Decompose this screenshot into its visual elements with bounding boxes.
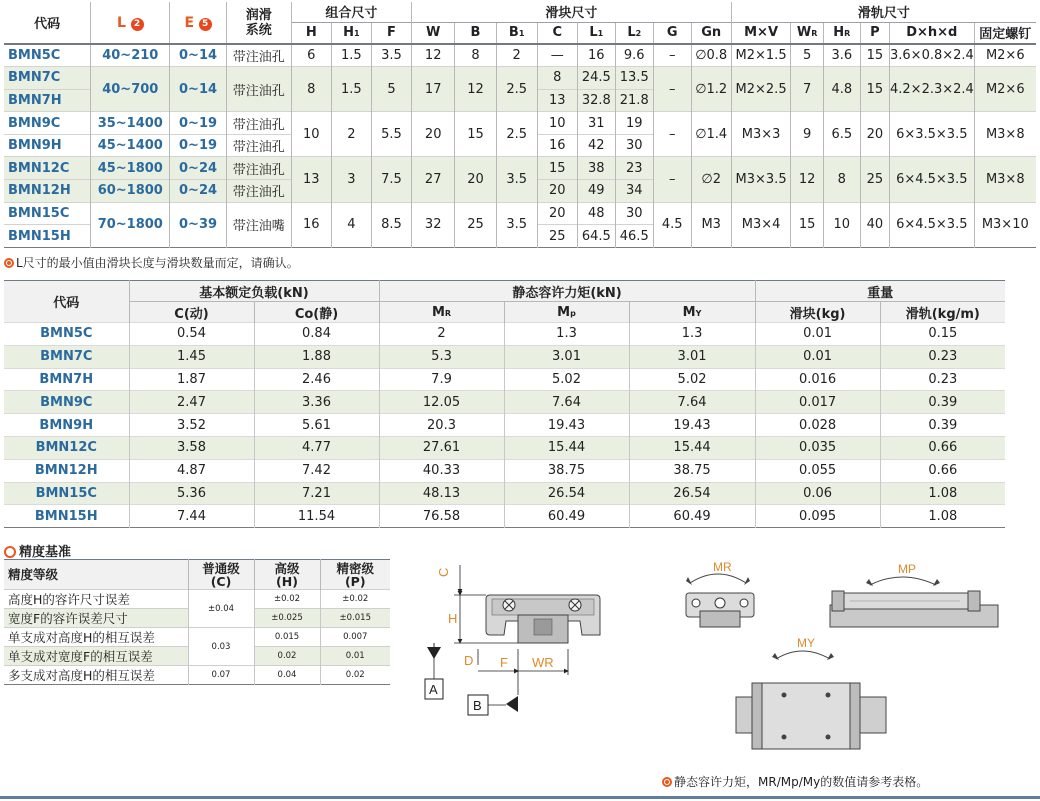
table-cell: 3.58 xyxy=(129,436,254,459)
model-code: BMN12C xyxy=(4,436,129,459)
table-cell: 48 xyxy=(577,202,615,225)
table-row xyxy=(4,157,1036,180)
table-cell: 3.5 xyxy=(496,157,537,202)
lube-system: 带注油孔 xyxy=(226,67,291,112)
lube-system: 带注油嘴 xyxy=(226,202,291,247)
model-code: BMN7H xyxy=(4,368,129,391)
table-cell: 60.49 xyxy=(629,505,755,528)
table-cell: 0.39 xyxy=(880,391,1005,414)
bottom-rule xyxy=(0,796,1040,799)
group-header-assembly: 组合尺寸 xyxy=(291,2,411,22)
precision-label: 多支成对高度H的相互误差 xyxy=(4,666,188,685)
table-cell: 3.01 xyxy=(504,345,629,368)
table-cell: 1.08 xyxy=(880,482,1005,505)
length-range: 40~210 xyxy=(91,44,170,67)
table-cell: 15 xyxy=(860,44,889,67)
table-cell: 27 xyxy=(412,157,455,202)
header-code: 代码 xyxy=(34,17,61,32)
table-cell: 4.5 xyxy=(653,202,691,247)
precision-value: 0.007 xyxy=(320,628,390,647)
table-cell: 4 xyxy=(331,202,371,247)
length-range: 60~1800 xyxy=(91,180,170,203)
column-header: P xyxy=(860,22,889,44)
table-cell: M3×4 xyxy=(731,202,791,247)
table-cell: 12 xyxy=(412,44,455,67)
table-cell: – xyxy=(653,44,691,67)
group-header-static-moment: 静态容许力矩(kN) xyxy=(379,281,755,302)
table-cell: 15.44 xyxy=(504,436,629,459)
column-header: C(动) xyxy=(129,302,254,323)
table-cell: M2×1.5 xyxy=(731,44,791,67)
table-cell: ∅0.8 xyxy=(691,44,731,67)
lube-system: 带注油孔 xyxy=(226,157,291,180)
table-cell: 19 xyxy=(615,112,653,135)
column-header: 滑块(kg) xyxy=(755,302,880,323)
e-range: 0~14 xyxy=(170,44,226,67)
table-cell: 5.3 xyxy=(379,345,504,368)
model-code: BMN15H xyxy=(4,225,91,248)
table-cell: 13 xyxy=(537,89,577,112)
column-header: G xyxy=(653,22,691,44)
table-cell: 20.3 xyxy=(379,414,504,437)
table-cell: 8.5 xyxy=(371,202,411,247)
model-code: BMN7C xyxy=(4,67,91,90)
table-cell: 0.01 xyxy=(755,323,880,346)
moment-label-MY: MY xyxy=(797,636,815,650)
table-cell: ∅2 xyxy=(691,157,731,202)
precision-value: 0.07 xyxy=(188,666,254,685)
table-row xyxy=(4,459,1005,482)
model-code: BMN12H xyxy=(4,459,129,482)
column-header: H xyxy=(291,22,331,44)
table-cell: 5.5 xyxy=(371,112,411,157)
table-cell: 25 xyxy=(537,225,577,248)
column-header: Gn xyxy=(691,22,731,44)
column-header: Mp xyxy=(504,302,629,323)
precision-value: ±0.015 xyxy=(320,609,390,628)
group-header-block: 滑块尺寸 xyxy=(412,2,732,22)
table-cell: 0.39 xyxy=(880,414,1005,437)
precision-value: ±0.02 xyxy=(254,590,320,609)
table-row xyxy=(4,482,1005,505)
column-header: Co(静) xyxy=(254,302,379,323)
column-header: MY xyxy=(629,302,755,323)
lube-system: 带注油孔 xyxy=(226,112,291,135)
model-code: BMN9C xyxy=(4,391,129,414)
table-cell: 11.54 xyxy=(254,505,379,528)
table-cell: – xyxy=(653,112,691,157)
table-cell: 3.36 xyxy=(254,391,379,414)
header-grade-c: 普通级 (C) xyxy=(188,560,254,590)
column-header: 滑轨(kg/m) xyxy=(880,302,1005,323)
table-cell: 13 xyxy=(291,157,331,202)
table-cell: 1.88 xyxy=(254,345,379,368)
table-cell: 3.5 xyxy=(371,44,411,67)
table-cell: 1.08 xyxy=(880,505,1005,528)
table-cell: 3.6 xyxy=(823,44,860,67)
e-range: 0~19 xyxy=(170,112,226,135)
table-cell: M3×3 xyxy=(731,112,791,157)
table-cell: 25 xyxy=(455,202,496,247)
precision-label: 高度H的容许尺寸误差 xyxy=(4,590,188,609)
table-cell: 20 xyxy=(860,112,889,157)
table-cell: 1.5 xyxy=(331,44,371,67)
table-cell: M3×8 xyxy=(974,157,1036,202)
header-L: L 2 xyxy=(91,2,170,44)
table-cell: 0.017 xyxy=(755,391,880,414)
table-cell: 0.54 xyxy=(129,323,254,346)
table-cell: 3 xyxy=(331,157,371,202)
column-header: M×V xyxy=(731,22,791,44)
dim-label-C: C xyxy=(436,567,451,577)
table-cell: 10 xyxy=(823,202,860,247)
table-cell: 3.5 xyxy=(496,202,537,247)
table-cell: 0.095 xyxy=(755,505,880,528)
table-cell: 17 xyxy=(412,67,455,112)
table-cell: 6×4.5×3.5 xyxy=(890,202,975,247)
precision-title: 精度基准 xyxy=(4,541,71,560)
model-code: BMN9H xyxy=(4,134,91,157)
table-cell: 0.84 xyxy=(254,323,379,346)
moment-label-MP: MP xyxy=(898,562,916,576)
table-row xyxy=(4,112,1036,135)
table-cell: 12 xyxy=(791,157,824,202)
model-code: BMN15C xyxy=(4,202,91,225)
table-cell: 7.64 xyxy=(504,391,629,414)
table-cell: 6×4.5×3.5 xyxy=(890,157,975,202)
length-range: 40~700 xyxy=(91,67,170,112)
table-cell: 3.52 xyxy=(129,414,254,437)
table-cell: – xyxy=(653,67,691,112)
header-code: 代码 xyxy=(4,281,129,323)
table-cell: 4.87 xyxy=(129,459,254,482)
datum-label-A: A xyxy=(429,682,438,697)
model-code: BMN12H xyxy=(4,180,91,203)
table-cell: 10 xyxy=(291,112,331,157)
precision-label: 宽度F的容许误差尺寸 xyxy=(4,609,188,628)
table-cell: 0.66 xyxy=(880,436,1005,459)
table-cell: 15 xyxy=(455,112,496,157)
group-header-rail: 滑轨尺寸 xyxy=(731,2,1036,22)
table-cell: 31 xyxy=(577,112,615,135)
column-header: B1 xyxy=(496,22,537,44)
table-cell: 4.8 xyxy=(823,67,860,112)
table-cell: 5 xyxy=(791,44,824,67)
precision-value: 0.03 xyxy=(188,628,254,666)
length-range: 45~1400 xyxy=(91,134,170,157)
table-cell: M3×10 xyxy=(974,202,1036,247)
table-cell: 5.02 xyxy=(629,368,755,391)
table-cell: 19.43 xyxy=(504,414,629,437)
table-cell: 24.5 xyxy=(577,67,615,90)
column-header: C xyxy=(537,22,577,44)
moment-label-MR: MR xyxy=(713,560,732,574)
ring-icon xyxy=(4,546,16,558)
table-cell: 0.035 xyxy=(755,436,880,459)
column-header: W xyxy=(412,22,455,44)
table-cell: 20 xyxy=(455,157,496,202)
table-row xyxy=(4,67,1036,90)
table-cell: 25 xyxy=(860,157,889,202)
header-grade-h: 高级 (H) xyxy=(254,560,320,590)
table-cell: 16 xyxy=(291,202,331,247)
table-cell: 4.77 xyxy=(254,436,379,459)
e-range: 0~24 xyxy=(170,180,226,203)
lube-system: 带注油孔 xyxy=(226,44,291,67)
table-cell: 7 xyxy=(791,67,824,112)
table-cell: 40.33 xyxy=(379,459,504,482)
group-header-basic-load: 基本额定负载(kN) xyxy=(129,281,379,302)
table-cell: 5.61 xyxy=(254,414,379,437)
table-cell: 12.05 xyxy=(379,391,504,414)
precision-label: 单支成对高度H的相互误差 xyxy=(4,628,188,647)
table-cell: 13.5 xyxy=(615,67,653,90)
model-code: BMN5C xyxy=(4,323,129,346)
column-header: F xyxy=(371,22,411,44)
table-cell: 20 xyxy=(412,112,455,157)
table-cell: 0.06 xyxy=(755,482,880,505)
table-cell: 8 xyxy=(291,67,331,112)
table-cell: 0.028 xyxy=(755,414,880,437)
table-cell: 46.5 xyxy=(615,225,653,248)
table-cell: 20 xyxy=(537,202,577,225)
table-cell: 2.5 xyxy=(496,112,537,157)
table-cell: 26.54 xyxy=(629,482,755,505)
model-code: BMN7H xyxy=(4,89,91,112)
table-row xyxy=(4,44,1036,67)
table-cell: 16 xyxy=(537,134,577,157)
table-cell: 19.43 xyxy=(629,414,755,437)
table-cell: 16 xyxy=(577,44,615,67)
table-row xyxy=(4,391,1005,414)
header-E: E 5 xyxy=(170,2,226,44)
table-row xyxy=(4,368,1005,391)
table-cell: 15 xyxy=(537,157,577,180)
table-cell: 38.75 xyxy=(629,459,755,482)
table-cell: 6 xyxy=(291,44,331,67)
length-range: 70~1800 xyxy=(91,202,170,247)
circled-number-icon: 2 xyxy=(131,18,144,31)
table-cell: 30 xyxy=(615,202,653,225)
table-cell: M3×3.5 xyxy=(731,157,791,202)
precision-value: 0.02 xyxy=(320,666,390,685)
table-cell: 5.02 xyxy=(504,368,629,391)
lube-system: 带注油孔 xyxy=(226,180,291,203)
table-row xyxy=(4,202,1036,225)
table-cell: 4.2×2.3×2.4 xyxy=(890,67,975,112)
table-cell: 2.46 xyxy=(254,368,379,391)
table-cell: 48.13 xyxy=(379,482,504,505)
precision-value: ±0.02 xyxy=(320,590,390,609)
table-cell: 6×3.5×3.5 xyxy=(890,112,975,157)
table-row xyxy=(4,345,1005,368)
table-cell: 15.44 xyxy=(629,436,755,459)
column-header: L1 xyxy=(577,22,615,44)
table-cell: 9 xyxy=(791,112,824,157)
column-header: HR xyxy=(823,22,860,44)
e-range: 0~14 xyxy=(170,67,226,112)
table-cell: 21.8 xyxy=(615,89,653,112)
table-cell: 23 xyxy=(615,157,653,180)
circled-number-icon: 5 xyxy=(199,18,212,31)
table-cell: 38.75 xyxy=(504,459,629,482)
model-code: BMN12C xyxy=(4,157,91,180)
table-cell: 2 xyxy=(379,323,504,346)
precision-value: ±0.04 xyxy=(188,590,254,628)
table-cell: 0.23 xyxy=(880,368,1005,391)
length-note: L尺寸的最小值由滑块长度与滑块数量而定，请确认。 xyxy=(4,254,299,271)
model-code: BMN9C xyxy=(4,112,91,135)
table-cell: 0.01 xyxy=(755,345,880,368)
table-cell: 0.055 xyxy=(755,459,880,482)
table-cell: 26.54 xyxy=(504,482,629,505)
model-code: BMN5C xyxy=(4,44,91,67)
table-cell: 7.42 xyxy=(254,459,379,482)
e-range: 0~39 xyxy=(170,202,226,247)
e-range: 0~19 xyxy=(170,134,226,157)
table-cell: 10 xyxy=(537,112,577,135)
table-cell: 42 xyxy=(577,134,615,157)
header-grade-p: 精密级 (P) xyxy=(320,560,390,590)
table-cell: 15 xyxy=(791,202,824,247)
table-cell: 1.87 xyxy=(129,368,254,391)
bullet-icon xyxy=(4,258,14,268)
group-header-weight: 重量 xyxy=(755,281,1005,302)
table-cell: M3 xyxy=(691,202,731,247)
table-cell: 64.5 xyxy=(577,225,615,248)
table-cell: – xyxy=(653,157,691,202)
table-cell: 49 xyxy=(577,180,615,203)
column-header: H1 xyxy=(331,22,371,44)
table-cell: 3.6×0.8×2.4 xyxy=(890,44,975,67)
column-header: D×h×d xyxy=(890,22,975,44)
column-header: WR xyxy=(791,22,824,44)
table-cell: 2.5 xyxy=(496,67,537,112)
table-cell: — xyxy=(537,44,577,67)
table-cell: 8 xyxy=(455,44,496,67)
table-cell: 8 xyxy=(823,157,860,202)
precision-value: 0.02 xyxy=(254,647,320,666)
table-cell: 5 xyxy=(371,67,411,112)
model-code: BMN9H xyxy=(4,414,129,437)
table-cell: 32.8 xyxy=(577,89,615,112)
table-cell: ∅1.4 xyxy=(691,112,731,157)
bullet-icon xyxy=(662,777,672,787)
table-cell: 27.61 xyxy=(379,436,504,459)
header-grade: 精度等级 xyxy=(4,560,188,590)
moment-diagrams xyxy=(660,555,1032,770)
precision-value: 0.01 xyxy=(320,647,390,666)
dim-label-F: F xyxy=(500,655,508,670)
table-cell: 0.66 xyxy=(880,459,1005,482)
table-cell: 6.5 xyxy=(823,112,860,157)
table-cell: 7.21 xyxy=(254,482,379,505)
table-cell: 7.44 xyxy=(129,505,254,528)
table-row xyxy=(4,414,1005,437)
e-range: 0~24 xyxy=(170,157,226,180)
table-cell: 2.47 xyxy=(129,391,254,414)
precision-table xyxy=(4,559,390,685)
model-code: BMN15C xyxy=(4,482,129,505)
table-cell: 0.016 xyxy=(755,368,880,391)
column-header: MR xyxy=(379,302,504,323)
table-cell: 0.23 xyxy=(880,345,1005,368)
table-cell: M3×8 xyxy=(974,112,1036,157)
precision-label: 单支成对宽度F的相互误差 xyxy=(4,647,188,666)
table-cell: 40 xyxy=(860,202,889,247)
table-cell: 7.64 xyxy=(629,391,755,414)
load-rating-table xyxy=(4,280,1005,528)
table-row xyxy=(4,323,1005,346)
table-cell: 20 xyxy=(537,180,577,203)
table-cell: M2×2.5 xyxy=(731,67,791,112)
table-cell: 12 xyxy=(455,67,496,112)
cross-section-diagram xyxy=(418,555,628,725)
precision-value: 0.015 xyxy=(254,628,320,647)
lube-system: 带注油孔 xyxy=(226,134,291,157)
dimension-table xyxy=(4,2,1036,248)
table-cell: 5.36 xyxy=(129,482,254,505)
table-cell: 1.3 xyxy=(629,323,755,346)
table-cell: ∅1.2 xyxy=(691,67,731,112)
precision-value: 0.04 xyxy=(254,666,320,685)
table-cell: 3.01 xyxy=(629,345,755,368)
table-cell: 1.45 xyxy=(129,345,254,368)
table-cell: 7.5 xyxy=(371,157,411,202)
table-row xyxy=(4,505,1005,528)
column-header: 固定螺钉 xyxy=(974,22,1036,44)
table-cell: 30 xyxy=(615,134,653,157)
table-cell: M2×6 xyxy=(974,44,1036,67)
table-cell: 38 xyxy=(577,157,615,180)
table-cell: 1.5 xyxy=(331,67,371,112)
table-cell: 60.49 xyxy=(504,505,629,528)
table-cell: 7.9 xyxy=(379,368,504,391)
dim-label-D: D xyxy=(464,653,474,668)
model-code: BMN7C xyxy=(4,345,129,368)
dim-label-H: H xyxy=(448,611,458,626)
column-header: L2 xyxy=(615,22,653,44)
datum-label-B: B xyxy=(473,698,482,713)
length-range: 45~1800 xyxy=(91,157,170,180)
table-cell: 15 xyxy=(860,67,889,112)
table-cell: 2 xyxy=(331,112,371,157)
table-cell: 34 xyxy=(615,180,653,203)
table-cell: 8 xyxy=(537,67,577,90)
length-range: 35~1400 xyxy=(91,112,170,135)
table-row xyxy=(4,436,1005,459)
table-cell: 0.15 xyxy=(880,323,1005,346)
table-cell: 1.3 xyxy=(504,323,629,346)
header-lube: 润滑 系统 xyxy=(226,2,291,44)
table-cell: M2×6 xyxy=(974,67,1036,112)
table-cell: 76.58 xyxy=(379,505,504,528)
moment-note: 静态容许力矩，MR/Mp/My的数值请参考表格。 xyxy=(662,773,928,790)
column-header: B xyxy=(455,22,496,44)
precision-value: ±0.025 xyxy=(254,609,320,628)
table-cell: 32 xyxy=(412,202,455,247)
dim-label-WR: WR xyxy=(532,655,554,670)
model-code: BMN15H xyxy=(4,505,129,528)
table-cell: 9.6 xyxy=(615,44,653,67)
table-cell: 2 xyxy=(496,44,537,67)
